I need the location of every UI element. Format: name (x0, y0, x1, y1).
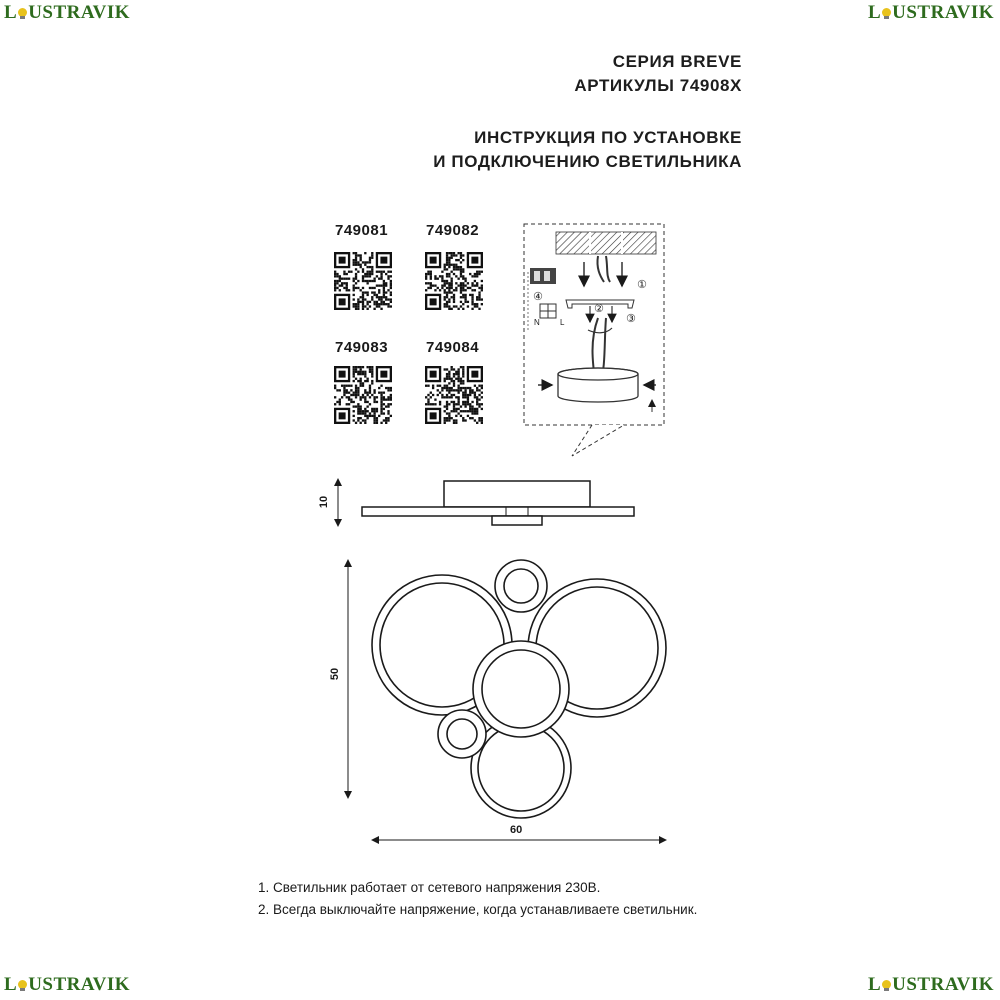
article-code-4: 749084 (426, 339, 480, 356)
step-label-4: ④ (533, 291, 543, 303)
dimension-height-label: 10 (318, 495, 331, 509)
series-name: СЕРИЯ BREVE (612, 52, 742, 71)
diagram-callout (572, 425, 624, 456)
article-code-2: 749082 (426, 222, 480, 239)
article-code-3: 749083 (335, 339, 389, 356)
wire-label-n: N (534, 318, 540, 327)
note-2: 2. Всегда выключайте напряжение, когда устанавливаете светильник. (258, 902, 698, 917)
logo-letter: L (4, 2, 18, 23)
dimension-depth-label: 50 (329, 667, 342, 681)
logo-text: USTRAVIK (28, 2, 131, 23)
title-line-1: ИНСТРУКЦИЯ ПО УСТАНОВКЕ (474, 128, 742, 147)
logo-letter: L (867, 2, 882, 23)
installation-diagram (524, 224, 664, 456)
ring-small-top (495, 560, 547, 612)
ceiling-hatch (556, 232, 656, 254)
safety-notes (258, 877, 697, 921)
note-1: 1. Светильник работает от сетевого напряжения 230В. (258, 880, 601, 895)
logo-text: USTRAVIK (28, 974, 131, 995)
logo-letter: L (867, 974, 882, 995)
article-numbers: АРТИКУЛЫ 74908X (574, 76, 742, 95)
front-view (372, 560, 666, 818)
terminal-block (530, 268, 556, 284)
ring-center (473, 641, 569, 737)
step-label-2: ② (594, 303, 604, 315)
side-view (338, 479, 634, 526)
logo-text: USTRAVIK (892, 2, 994, 23)
step-label-1: ① (637, 279, 647, 291)
article-code-1: 749081 (335, 222, 389, 239)
logo-letter: L (4, 974, 18, 995)
dimension-width-label: 60 (510, 824, 523, 836)
wire-label-l: L (560, 318, 565, 327)
ring-small-left (438, 710, 486, 758)
step-label-3: ③ (626, 313, 636, 325)
logo-text: USTRAVIK (892, 974, 994, 995)
title-line-2: И ПОДКЛЮЧЕНИЮ СВЕТИЛЬНИКА (433, 152, 742, 171)
